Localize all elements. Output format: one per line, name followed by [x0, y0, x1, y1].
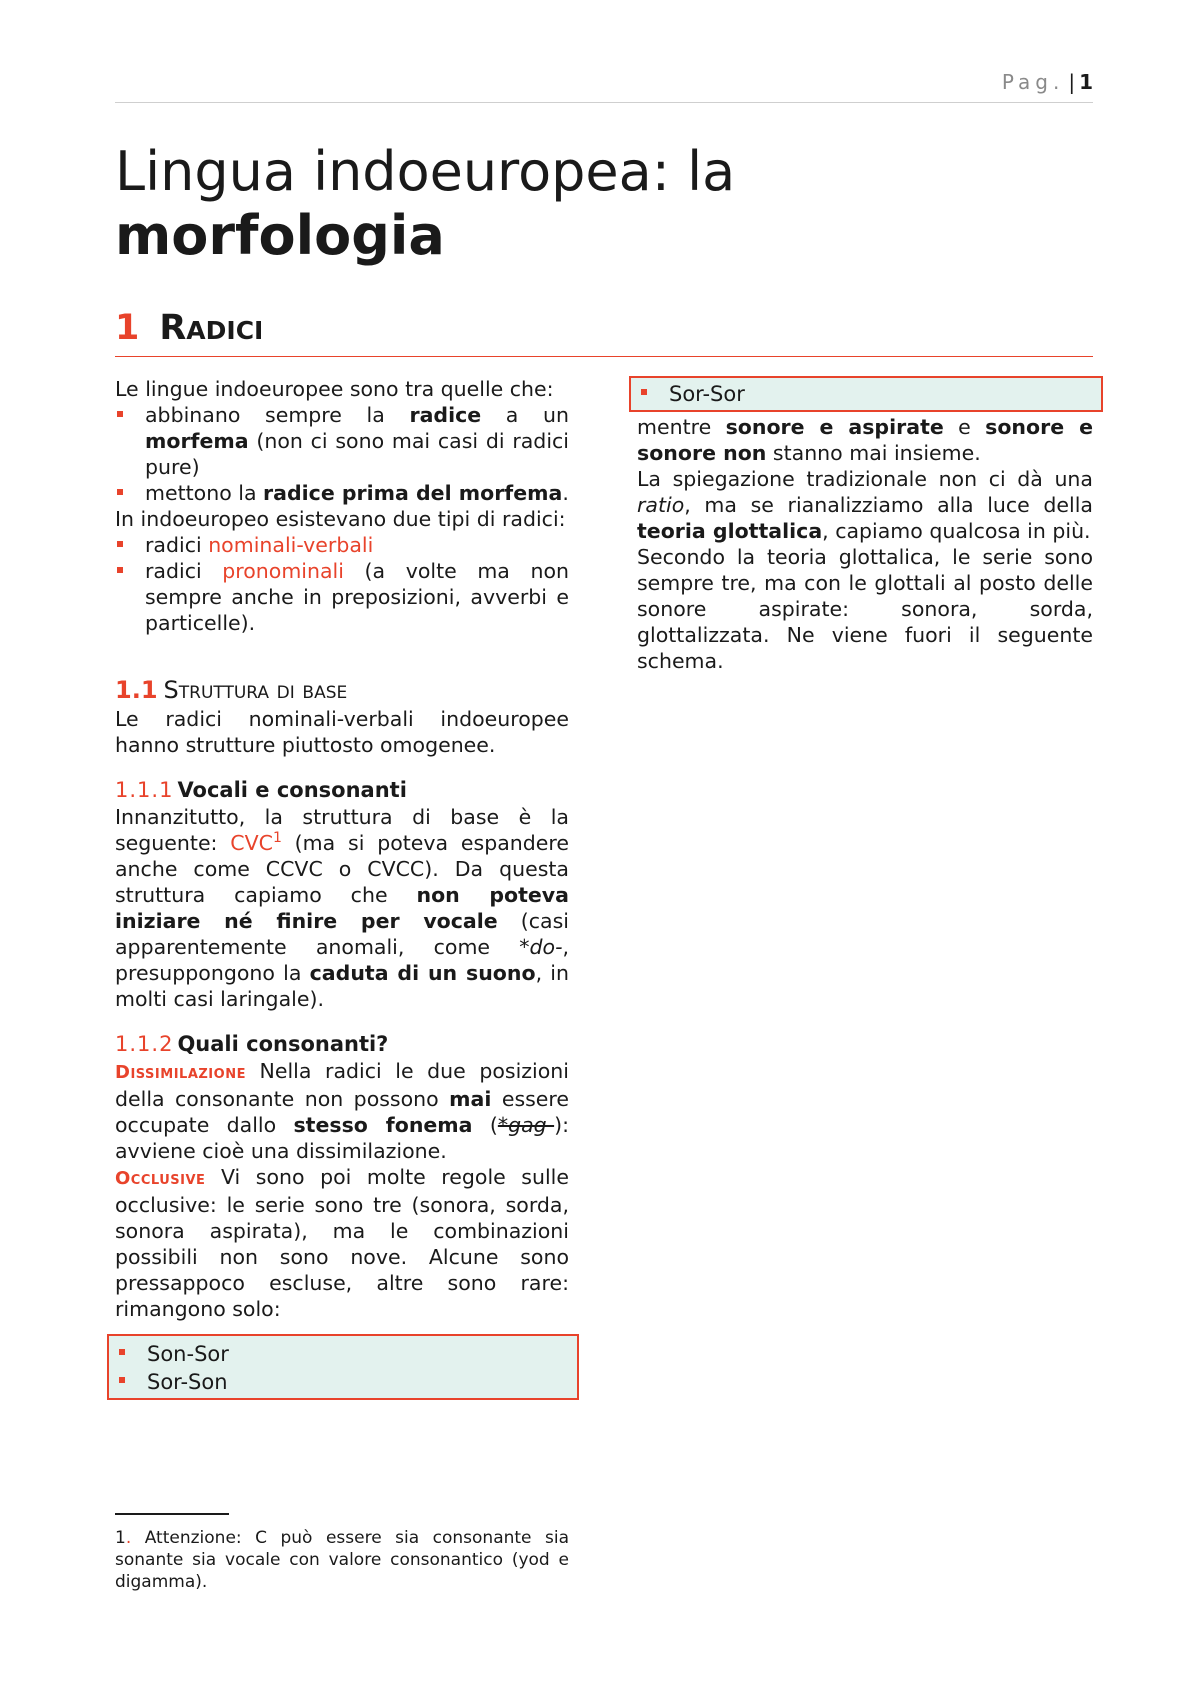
text-run: , in molti casi laringale). — [115, 961, 569, 1011]
text-run: e — [943, 415, 986, 439]
text-run: , capiamo qualcosa in più. — [822, 519, 1091, 543]
text-run: Innanzitutto, la struttura di base è la seguente: — [115, 805, 569, 855]
text-run: ( — [472, 1113, 498, 1137]
section-title: Radici — [159, 308, 264, 348]
combination-list — [639, 380, 1101, 408]
text-run: (a volte ma non sempre anche in preposizioni, avverbi e particelle). — [145, 559, 569, 635]
text-run: radici — [145, 533, 209, 557]
run-in-heading: Occlusive — [115, 1168, 206, 1189]
bold-run: morfema — [145, 429, 249, 453]
subsection-number: 1.1 — [115, 676, 158, 704]
page-separator: | — [1068, 70, 1076, 94]
footnote-ref[interactable]: 1 — [272, 830, 282, 847]
title-line-1: Lingua indoeuropea: la — [115, 140, 736, 203]
bold-run: sonore e sonore non — [637, 415, 1093, 465]
subsection-title: Struttura di base — [163, 676, 348, 704]
subsection-heading — [115, 674, 569, 706]
page-number-value: 1 — [1079, 70, 1093, 94]
bullet-list-morfema — [115, 402, 569, 506]
page-label: Pag. — [1001, 70, 1065, 94]
accent-run: pronominali — [222, 559, 344, 583]
text-run: , presuppongono la — [115, 935, 569, 985]
list-item — [115, 532, 569, 558]
text-run: , ma se rianalizziamo alla luce della — [684, 493, 1093, 517]
combination-paragraph — [637, 414, 1093, 466]
strikethrough-run: *gag- — [497, 1113, 555, 1137]
footnote-dot: . — [125, 1528, 132, 1548]
text-run: mentre — [637, 415, 726, 439]
title-line-2: morfologia — [115, 204, 445, 267]
list-item — [115, 402, 569, 480]
text-run: abbinano sempre la — [145, 403, 410, 427]
intro-paragraph: Le lingue indoeuropee sono tra quelle che: — [115, 377, 554, 401]
subsubsection-number: 1.1.1 — [115, 778, 174, 802]
bold-run: radice — [409, 403, 482, 427]
bold-run: caduta di un suono — [309, 961, 536, 985]
structure-paragraph — [115, 804, 569, 1012]
bold-run: teoria glottalica — [637, 519, 823, 543]
subsubsection-heading — [115, 1030, 569, 1058]
bold-run: mai — [449, 1087, 492, 1111]
list-item: Sor-Son — [117, 1368, 577, 1396]
text-run: (non ci sono mai casi di radici pure) — [145, 429, 569, 479]
text-run: . — [562, 481, 569, 505]
bold-run: sonore e aspirate — [725, 415, 944, 439]
subsection-paragraph: Le radici nominali-verbali indoeuropee hanno strutture piuttosto omogenee. — [115, 707, 569, 757]
dissimilation-paragraph — [115, 1058, 569, 1164]
list-item: Sor-Sor — [639, 380, 1101, 408]
text-run: Vi sono poi molte regole sulle occlusive: le serie sono tre (sonora, sorda, sonora aspirata), ma le combinazioni possibili non sono nove. Alcune sono pressappoco escluse, altre sono rare: rimangono solo: — [115, 1165, 569, 1321]
left-column — [115, 376, 569, 1400]
subsubsection-number: 1.1.2 — [115, 1032, 174, 1056]
run-in-heading: Dissimilazione — [115, 1062, 246, 1083]
text-run: ): avviene cioè una dissimilazione. — [115, 1113, 569, 1163]
right-column — [637, 376, 1093, 674]
footnote-number: 1 — [115, 1528, 126, 1548]
glottalic-paragraph: Secondo la teoria glottalica, le serie sono sempre tre, ma con le glottali al posto delle sonore aspirate: sonora, sorda, glottalizzata. Ne viene fuori il seguente schema. — [637, 545, 1093, 673]
subsubsection-title: Quali consonanti? — [177, 1032, 389, 1056]
occlusive-paragraph — [115, 1164, 569, 1322]
combination-list — [117, 1340, 577, 1396]
bold-run: stesso fonema — [293, 1113, 473, 1137]
text-run: stanno mai insieme. — [766, 441, 981, 465]
subsubsection-heading — [115, 776, 569, 804]
subsubsection-title: Vocali e consonanti — [177, 778, 407, 802]
text-run: radici — [145, 559, 223, 583]
list-item — [115, 480, 569, 506]
footnote-text: Attenzione: C può essere sia consonante sia sonante sia vocale con valore consonantico (yod e digamma). — [115, 1528, 569, 1592]
text-run: mettono la — [145, 481, 264, 505]
footnote-separator — [115, 1513, 229, 1515]
text-run: Nella radici le due posizioni della consonante non possono — [115, 1059, 569, 1111]
list-item — [115, 558, 569, 636]
document-title — [115, 140, 735, 268]
accent-run: CVC — [230, 831, 273, 855]
text-run: essere occupate dallo — [115, 1087, 570, 1137]
text-run: (ma si poteva espandere anche come CCVC o CVCC). Da questa struttura capiamo che — [115, 831, 569, 907]
italic-run: *do- — [519, 935, 563, 959]
footnote — [115, 1527, 569, 1593]
page-header — [115, 70, 1093, 103]
highlight-box — [629, 376, 1103, 412]
explanation-paragraph — [637, 466, 1093, 544]
section-heading-1 — [115, 308, 1093, 357]
types-paragraph: In indoeuropeo esistevano due tipi di radici: — [115, 507, 566, 531]
bold-run: radice prima del morfema — [263, 481, 563, 505]
accent-run: nominali-verbali — [208, 533, 374, 557]
text-run: a un — [481, 403, 569, 427]
italic-run: ratio — [637, 493, 685, 517]
text-run: La spiegazione tradizionale non ci dà una — [637, 467, 1093, 491]
bullet-list-types — [115, 532, 569, 636]
section-number: 1 — [115, 308, 140, 348]
list-item: Son-Sor — [117, 1340, 577, 1368]
highlight-box — [107, 1334, 579, 1400]
page-number — [1002, 70, 1093, 94]
bold-run: non poteva iniziare né finire per vocale — [115, 883, 569, 933]
text-run: (casi apparentemente anomali, come — [115, 909, 569, 959]
